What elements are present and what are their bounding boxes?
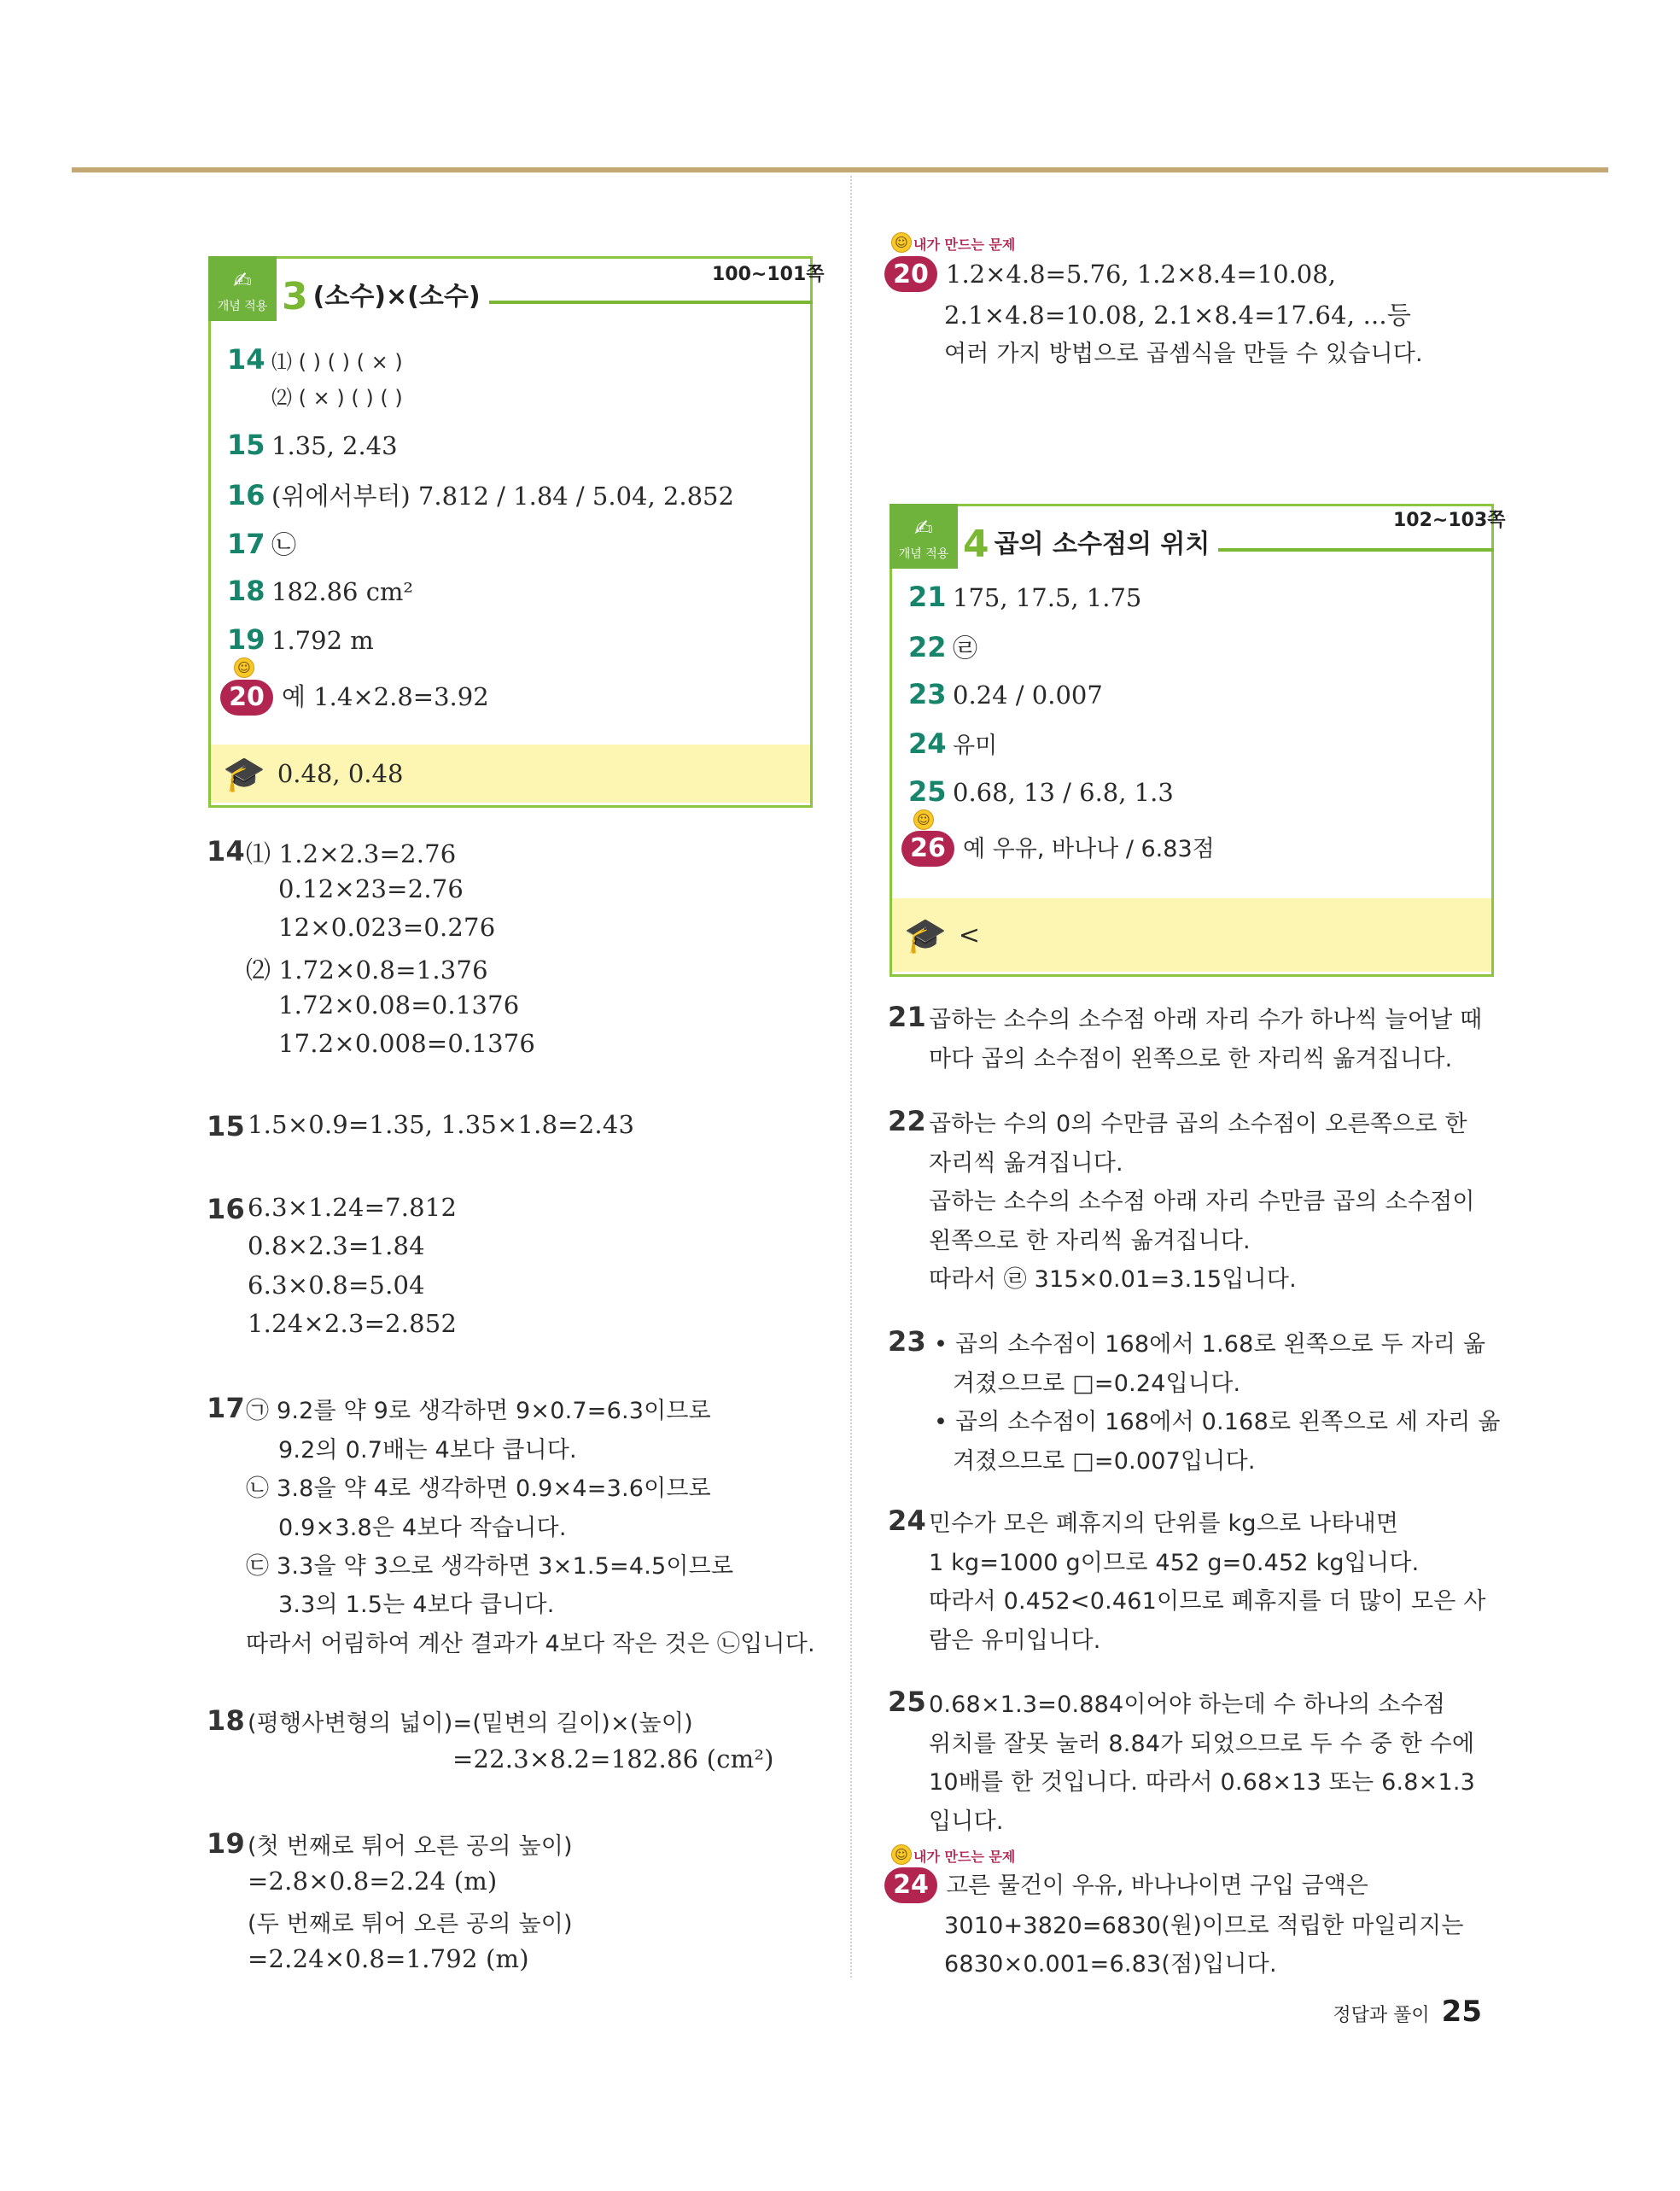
sol-16-line1: 6.3×1.24=7.812 — [248, 1193, 458, 1222]
sol-22-line4: 왼쪽으로 한 자리씩 옮겨집니다. — [929, 1228, 1251, 1254]
sol-22-line1: 곱하는 수의 0의 수만큼 곱의 소수점이 오른쪽으로 한 — [929, 1111, 1467, 1137]
sol-24-line4: 람은 유미입니다. — [929, 1627, 1101, 1654]
hand-icon: ✍ — [233, 268, 252, 294]
my-problem-number: 26 — [901, 831, 954, 867]
answer-21: 21 175, 17.5, 1.75 — [908, 581, 1142, 613]
sol-23-line2: 겨졌으므로 □=0.24입니다. — [953, 1370, 1241, 1397]
smiley-icon: ☺ — [234, 657, 254, 678]
sol-17-line3: ㉡ 3.8을 약 4로 생각하면 0.9×4=3.6이므로 — [246, 1475, 711, 1502]
top-rule — [72, 167, 1608, 172]
sol-19-num: 19 — [207, 1827, 245, 1860]
sol-16-line2: 0.8×2.3=1.84 — [248, 1231, 425, 1260]
sol-19-line1: (첫 번째로 튀어 오른 공의 높이) — [248, 1833, 573, 1860]
sol-21-num: 21 — [888, 1001, 926, 1033]
sol-23-line1: • 곱의 소수점이 168에서 1.68로 왼쪽으로 두 자리 옮 — [934, 1331, 1486, 1358]
sol-14-line3: 12×0.023=0.276 — [278, 913, 496, 942]
sol-24-num: 24 — [888, 1504, 926, 1537]
sol-25-line4: 입니다. — [929, 1808, 1004, 1835]
sol-14-line2: 0.12×23=2.76 — [278, 874, 464, 903]
sol-24-line1: 민수가 모은 폐휴지의 단위를 kg으로 나타내면 — [929, 1510, 1399, 1537]
concept-badge: ✍ 개념 적용 — [890, 504, 958, 569]
box-pages: 102~103쪽 — [1393, 510, 1506, 531]
answer-22: 22 ㉣ — [908, 631, 978, 663]
top-20-line3: 여러 가지 방법으로 곱셈식을 만들 수 있습니다. — [944, 341, 1423, 367]
sol-22-num: 22 — [888, 1105, 926, 1137]
sol-18-line2: =22.3×8.2=182.86 (cm²) — [452, 1744, 774, 1773]
smiley-icon: ☺ — [913, 809, 934, 830]
box-number: 3 — [282, 275, 308, 318]
sol-17-num: 17 — [207, 1392, 245, 1424]
sol-14-num: 14 — [207, 835, 245, 868]
answer-19: 19 1.792 m — [227, 623, 374, 656]
sol-21-line2: 마다 곱의 소수점이 왼쪽으로 한 자리씩 옮겨집니다. — [929, 1046, 1453, 1072]
sol-15-line1: 1.5×0.9=1.35, 1.35×1.8=2.43 — [248, 1110, 635, 1139]
sol-16-num: 16 — [207, 1193, 245, 1225]
sol-19-line2: =2.8×0.8=2.24 (m) — [248, 1867, 498, 1896]
sol-24-line3: 따라서 0.452<0.461이므로 폐휴지를 더 많이 모은 사 — [929, 1588, 1486, 1615]
sol-23-line3: • 곱의 소수점이 168에서 0.168로 왼쪽으로 세 자리 옮 — [934, 1409, 1501, 1435]
footer-label: 정답과 풀이 — [1333, 2005, 1430, 2026]
answer-17: 17 ㉡ — [227, 528, 297, 560]
sol-22-line2: 자리씩 옮겨집니다. — [929, 1150, 1123, 1177]
page-footer — [1333, 1995, 1482, 2029]
sol-23-line4: 겨졌으므로 □=0.007입니다. — [953, 1448, 1256, 1475]
smiley-icon: ☺ — [891, 1844, 912, 1865]
sol-23-num: 23 — [888, 1325, 926, 1358]
my-problem-label: 내가 만드는 문제 — [913, 1849, 1016, 1865]
answer-20: 20 예 1.4×2.8=3.92 — [220, 678, 489, 716]
sol-22-line3: 곱하는 소수의 소수점 아래 자리 수만큼 곱의 소수점이 — [929, 1189, 1475, 1215]
answer-23: 23 0.24 / 0.007 — [908, 678, 1103, 710]
sol-my-24-line3: 6830×0.001=6.83(점)입니다. — [944, 1951, 1277, 1978]
box-title: 곱의 소수점의 위치 — [994, 529, 1210, 559]
title-rule — [1218, 548, 1494, 552]
answer-25: 25 0.68, 13 / 6.8, 1.3 — [908, 775, 1174, 808]
box-title: (소수)×(소수) — [312, 282, 481, 312]
answer-26: 26 예 우유, 바나나 / 6.83점 — [901, 830, 1215, 867]
box-pages: 100~101쪽 — [712, 264, 825, 285]
concept-badge: ✍ 개념 적용 — [208, 256, 277, 321]
sol-25-line1: 0.68×1.3=0.884이어야 하는데 수 하나의 소수점 — [929, 1691, 1446, 1718]
answer-14: 14 ⑴ ( ) ( ) ( × ) — [227, 343, 403, 376]
answer-14-2: ⑵ ( × ) ( ) ( ) — [271, 386, 403, 410]
owl-icon: 🎓 — [223, 754, 265, 794]
box-number: 4 — [963, 523, 989, 566]
sol-17-line5: ㉢ 3.3을 약 3으로 생각하면 3×1.5=4.5이므로 — [246, 1553, 734, 1580]
sol-18-line1: (평행사변형의 넓이)=(밑변의 길이)×(높이) — [248, 1710, 693, 1737]
sol-19-line3: (두 번째로 튀어 오른 공의 높이) — [248, 1911, 573, 1937]
sol-25-num: 25 — [888, 1686, 926, 1718]
my-problem-label: 내가 만드는 문제 — [913, 237, 1016, 253]
answer-16: 16 (위에서부터) 7.812 / 1.84 / 5.04, 2.852 — [227, 479, 734, 511]
column-divider — [850, 176, 852, 1978]
sol-21-line1: 곱하는 소수의 소수점 아래 자리 수가 하나씩 늘어날 때 — [929, 1007, 1483, 1033]
sol-14-line6: 17.2×0.008=0.1376 — [278, 1029, 536, 1058]
hand-icon: ✍ — [914, 516, 933, 541]
sol-19-line4: =2.24×0.8=1.792 (m) — [248, 1944, 529, 1973]
answer-15: 15 1.35, 2.43 — [227, 429, 398, 461]
sol-my-24-line1: 24 고른 물건이 우유, 바나나이면 구입 금액은 — [884, 1867, 1368, 1903]
sol-22-line5: 따라서 ㉣ 315×0.01=3.15입니다. — [929, 1266, 1297, 1293]
title-rule — [489, 301, 813, 304]
sol-17-line6: 3.3의 1.5는 4보다 큽니다. — [278, 1592, 555, 1618]
sol-15-num: 15 — [207, 1110, 245, 1142]
owl-icon: 🎓 — [904, 915, 947, 955]
sol-24-line2: 1 kg=1000 g이므로 452 g=0.452 kg입니다. — [929, 1550, 1420, 1576]
sol-17-line2: 9.2의 0.7배는 4보다 큽니다. — [278, 1437, 577, 1464]
sol-18-num: 18 — [207, 1704, 245, 1737]
top-20-line2: 2.1×4.8=10.08, 2.1×8.4=17.64, ...등 — [944, 301, 1412, 330]
sol-17-line4: 0.9×3.8은 4보다 작습니다. — [278, 1515, 567, 1541]
sol-17-line1: ㉠ 9.2를 약 9로 생각하면 9×0.7=6.3이므로 — [246, 1398, 711, 1424]
answer-24: 24 유미 — [908, 727, 998, 760]
smiley-icon: ☺ — [891, 232, 912, 253]
sol-25-line3: 10배를 한 것입니다. 따라서 0.68×13 또는 6.8×1.3 — [929, 1769, 1476, 1796]
page-number: 25 — [1441, 1995, 1482, 2029]
sol-14-line1: ⑴ 1.2×2.3=2.76 — [246, 839, 457, 868]
sol-17-line7: 따라서 어림하여 계산 결과가 4보다 작은 것은 ㉡입니다. — [246, 1631, 815, 1657]
my-problem-number: 20 — [220, 680, 273, 716]
top-20-line1: 20 1.2×4.8=5.76, 1.2×8.4=10.08, — [884, 256, 1336, 292]
sol-16-line3: 6.3×0.8=5.04 — [248, 1271, 425, 1300]
quiz-strip: 🎓 0.48, 0.48 — [211, 745, 810, 803]
sol-my-24-line2: 3010+3820=6830(원)이므로 적립한 마일리지는 — [944, 1913, 1464, 1939]
answer-18: 18 182.86 cm² — [227, 575, 414, 607]
quiz-strip: 🎓 < — [892, 898, 1491, 972]
answer-box-3 — [208, 256, 813, 808]
sol-25-line2: 위치를 잘못 눌러 8.84가 되었으므로 두 수 중 한 수에 — [929, 1731, 1475, 1757]
sol-16-line4: 1.24×2.3=2.852 — [248, 1309, 458, 1338]
sol-14-line5: 1.72×0.08=0.1376 — [278, 990, 520, 1020]
sol-14-line4: ⑵ 1.72×0.8=1.376 — [246, 955, 488, 984]
